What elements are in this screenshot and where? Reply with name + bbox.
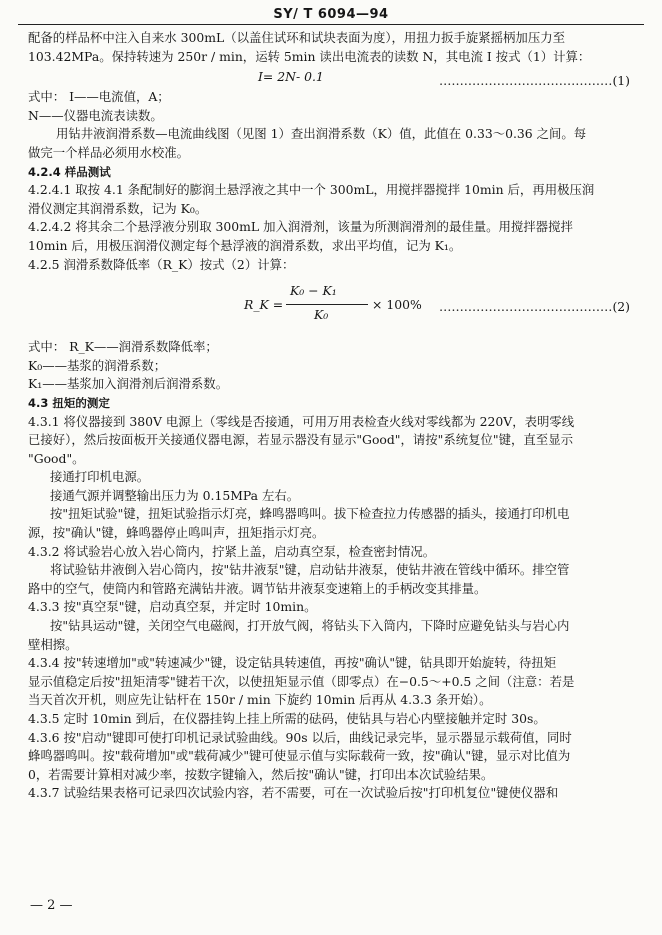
body-line: 当天首次开机，则应先让钻杆在 150r / min 下旋约 10min 后再从 4.3.3 条开始）。 <box>28 692 492 708</box>
section-heading: 4.3 扭矩的测定 <box>28 395 110 410</box>
header-rule <box>18 24 644 25</box>
formula-2-tail: × 100% <box>372 297 422 313</box>
body-line: 路中的空气，使筒内和管路充满钻井液。调节钻井液泵变速箱上的手柄改变其排量。 <box>28 580 487 596</box>
body-line: 103.42MPa。保持转速为 250r / min，运转 5min 读出电流表的读数 N，其电流 I 按式（1）计算： <box>28 48 591 64</box>
body-line: 蜂鸣器鸣叫。按"载荷增加"或"载荷减少"键可使显示值与实际载荷一致，按"确认"键，显示对比值为 <box>28 748 571 764</box>
page-number: — 2 — <box>30 898 73 913</box>
body-line: 按"扭矩试验"键，扭矩试验指示灯亮，蜂鸣器鸣叫。拔下检查拉力传感器的插头，接通打印机电 <box>50 506 570 522</box>
body-line: 配备的样品杯中注入自来水 300mL（以盖住试环和试块表面为度），用扭力扳手旋紧摇柄加压力至 <box>28 30 565 45</box>
formula-2 <box>28 282 634 330</box>
formula-1 <box>28 66 634 88</box>
clause-4-3-2: 4.3.2 将试验岩心放入岩心筒内，拧紧上盖，启动真空泵，检查密封情况。 <box>28 543 436 559</box>
clause-4-3-6: 4.3.6 按"启动"键即可使打印机记录试验曲线。90s 以后，曲线记录完毕，显示器显示载荷值，同时 <box>28 729 572 745</box>
body-line: 用钻井液润滑系数—电流曲线图（见图 1）查出润滑系数（K）值，此值在 0.33～0.36 之间。每 <box>56 126 587 142</box>
clause-4-2-5: 4.2.5 润滑系数降低率（R_K）按式（2）计算： <box>28 256 295 272</box>
body-line: 做完一个样品必须用水校准。 <box>28 144 190 160</box>
formula-2-numerator: K₀ − K₁ <box>290 283 337 299</box>
formula-1-number: ……………………………………(1) <box>438 73 630 89</box>
body-line: 0，若需要计算相对减少率，按数字键输入，然后按"确认"键，打印出本次试验结果。 <box>28 766 494 782</box>
where-line: N——仪器电流表读数。 <box>28 107 163 123</box>
body-line: 将试验钻井液倒入岩心筒内，按"钻井液泵"键，启动钻井液泵，使钻井液在管线中循环。排空管 <box>50 562 570 578</box>
body-line: 接通气源并调整输出压力为 0.15MPa 左右。 <box>50 487 300 503</box>
page-body <box>28 29 634 803</box>
fraction-bar <box>286 304 368 305</box>
clause-4-3-1: 4.3.1 将仪器接到 380V 电源上（零线是否接通，可用万用表检查火线对零线都为 220V，表明零线 <box>28 413 575 429</box>
body-line: 壁相擦。 <box>28 636 78 652</box>
clause-4-3-5: 4.3.5 定时 10min 到后，在仪器挂钩上挂上所需的砝码，使钻具与岩心内壁接触并定时 30s。 <box>28 711 546 726</box>
clause-4-2-4-2: 4.2.4.2 将其余二个悬浮液分别取 300mL 加入润滑剂，该量为所测润滑剂的最佳量。用搅拌器搅拌 <box>28 219 573 235</box>
body-line: 10min 后，用极压润滑仪测定每个悬浮液的润滑系数，求出平均值，记为 K₁。 <box>28 237 462 253</box>
formula-2-number: ……………………………………(2) <box>438 299 630 315</box>
clause-4-3-7: 4.3.7 试验结果表格可记录四次试验内容，若不需要，可在一次试验后按"打印机复位"键使仪器和 <box>28 785 559 801</box>
body-line: "Good"。 <box>28 450 85 466</box>
page-header: SY/ T 6094—94 <box>273 7 389 22</box>
clause-4-3-4: 4.3.4 按"转速增加"或"转速减少"键，设定钻具转速值，再按"确认"键，钻具即开始旋转，待扭矩 <box>28 655 557 671</box>
where-line: K₀——基浆的润滑系数； <box>28 357 167 373</box>
where-line: 式中： I——电流值，A； <box>28 89 170 105</box>
where-line: 式中： R_K——润滑系数降低率； <box>28 339 218 355</box>
body-line: 按"钻具运动"键，关闭空气电磁阀，打开放气阀，将钻头下入筒内，下降时应避免钻头与岩心内 <box>50 618 570 634</box>
body-line: 接通打印机电源。 <box>50 469 150 485</box>
body-line: 滑仪测定其润滑系数，记为 K₀。 <box>28 200 208 216</box>
formula-2-denominator: K₀ <box>314 307 329 323</box>
formula-1-expression: I= 2N- 0.1 <box>258 69 324 85</box>
body-line: 已接好），然后按面板开关接通仪器电源，若显示器没有显示"Good"，请按"系统复位"键，直至显示 <box>28 432 573 448</box>
clause-4-2-4-1: 4.2.4.1 取按 4.1 条配制好的膨润土悬浮液之其中一个 300mL，用搅拌器搅拌 10min 后，再用极压润 <box>28 182 595 198</box>
formula-2-lhs: R_K = <box>244 297 284 313</box>
where-line: K₁——基浆加入润滑剂后润滑系数。 <box>28 376 229 392</box>
section-heading: 4.2.4 样品测试 <box>28 164 111 179</box>
body-line: 显示值稳定后按"扭矩清零"键若干次，以使扭矩显示值（即零点）在−0.5～+0.5 之间（注意：若是 <box>28 673 575 689</box>
clause-4-3-3: 4.3.3 按"真空泵"键，启动真空泵，并定时 10min。 <box>28 599 317 615</box>
body-line: 源，按"确认"键，蜂鸣器停止鸣叫声，扭矩指示灯亮。 <box>28 525 325 541</box>
